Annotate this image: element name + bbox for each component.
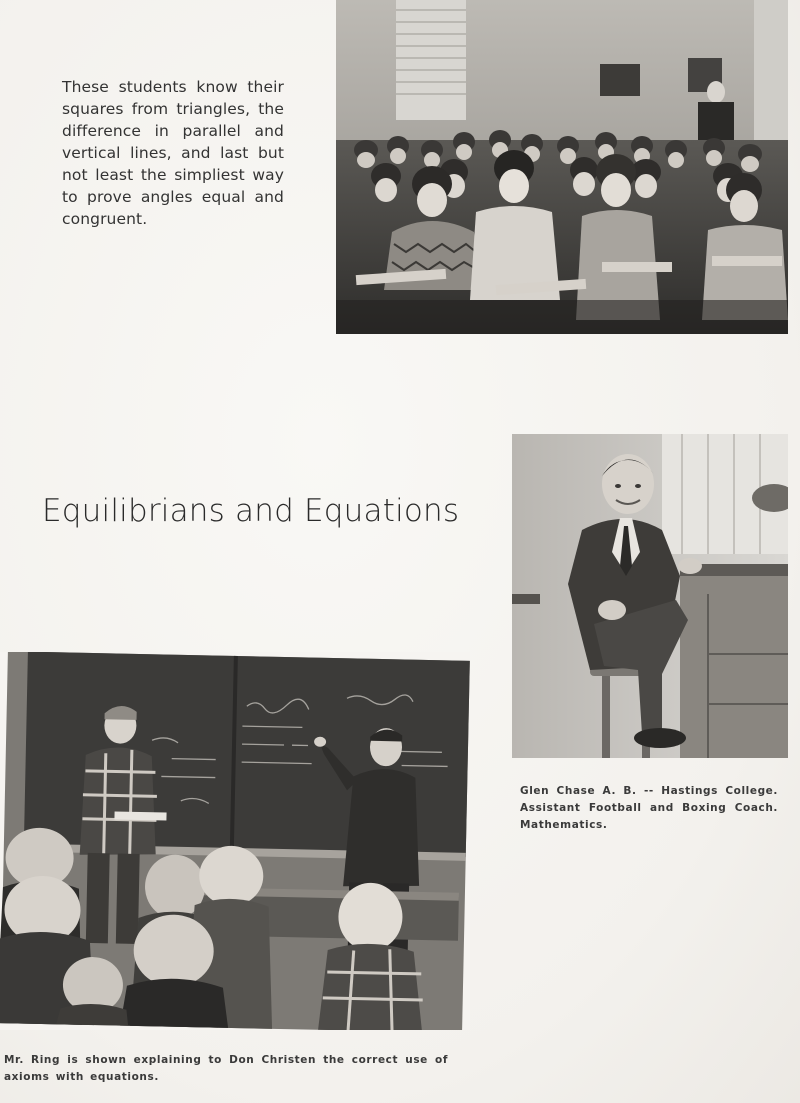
page-title: Equilibrians and Equations (42, 493, 460, 529)
teacher-portrait-image (512, 434, 788, 758)
classroom-photo-image (336, 0, 788, 334)
chalkboard-caption: Mr. Ring is shown explaining to Don Christen the correct use of axioms with equations. (4, 1054, 448, 1083)
intro-paragraph: These students know their squares from triangles, the difference in parallel and vertical lines, and last but not least the simpliest way to prove angles equal and congruent. (62, 78, 284, 228)
classroom-photo (336, 0, 788, 334)
chalkboard-photo (0, 652, 470, 1030)
teacher-portrait-photo (512, 434, 788, 758)
chalkboard-photo-image (0, 652, 470, 1030)
teacher-caption: Glen Chase A. B. -- Hastings College. Assistant Football and Boxing Coach. Mathematics. (520, 785, 778, 831)
